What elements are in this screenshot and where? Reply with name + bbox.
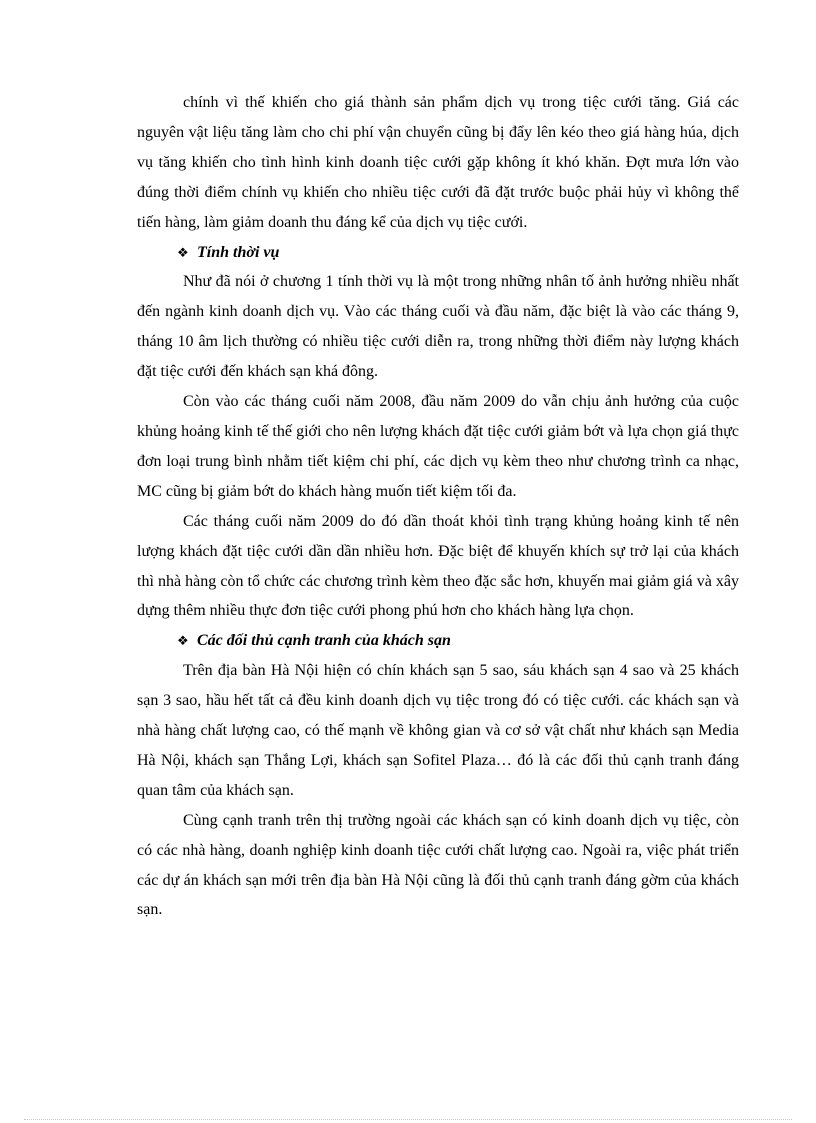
paragraph-seasonality: Như đã nói ở chương 1 tính thời vụ là một trong những nhân tố ảnh hưởng nhiều nhất đến ngành kinh doanh dịch vụ. Vào các tháng cuối và đầu năm, đặc biệt là vào các tháng 9, tháng 10 âm lịch thường có nhiều tiệc cưới diễn ra, trong những thời điểm này lượng khách đặt tiệc cưới đến khách sạn khá đông.	[137, 273, 739, 381]
heading-seasonality	[137, 238, 739, 268]
heading-competitors	[137, 626, 739, 656]
paragraph-recovery-2009: Các tháng cuối năm 2009 do đó dần thoát khỏi tình trạng khủng hoảng kinh tế nên lượng khách đặt tiệc cưới dần dần nhiều hơn. Đặc biệt để khuyến khích sự trở lại của khách thì nhà hàng còn tổ chức các chương trình kèm theo đặc sắc hơn, khuyến mai giảm giá và xây dựng thêm nhiều thực đơn tiệc cưới phong phú hơn cho khách hàng lựa chọn.	[137, 512, 739, 620]
diamond-bullet-icon: ❖	[177, 244, 189, 260]
paragraph-hanoi-hotels: Trên địa bàn Hà Nội hiện có chín khách sạn 5 sao, sáu khách sạn 4 sao và 25 khách sạn 3 sao, hầu hết tất cả đều kinh doanh dịch vụ tiệc trong đó có tiệc cưới. các khách sạn và nhà hàng chất lượng cao, có thế mạnh về không gian và cơ sở vật chất như khách sạn Media Hà Nội, khách sạn Thắng Lợi, khách sạn Sofitel Plaza… đó là các đối thủ cạnh tranh đáng quan tâm của khách sạn.	[137, 662, 739, 799]
heading-competitors-label: Các đối thủ cạnh tranh của khách sạn	[197, 632, 451, 650]
document-page	[137, 88, 739, 925]
paragraph-price-increase: chính vì thế khiến cho giá thành sản phẩm dịch vụ trong tiệc cưới tăng. Giá các nguyên vật liệu tăng làm cho chi phí vận chuyển cũng bị đẩy lên kéo theo giá hàng húa, dịch vụ tăng khiến cho tình hình kinh doanh tiệc cưới gặp không ít khó khăn. Đợt mưa lớn vào đúng thời điểm chính vụ khiến cho nhiều tiệc cưới đã đặt trước buộc phải hủy vì không thể tiến hàng, làm giảm doanh thu đáng kể của dịch vụ tiệc cưới.	[137, 94, 739, 231]
paragraph-crisis-2008: Còn vào các tháng cuối năm 2008, đầu năm 2009 do vẫn chịu ảnh hưởng của cuộc khủng hoảng kinh tế thế giới cho nên lượng khách đặt tiệc cưới giảm bớt và lựa chọn giá thực đơn loại trung bình nhằm tiết kiệm chi phí, các dịch vụ kèm theo như chương trình ca nhạc, MC cũng bị giảm bớt do khách hàng muốn tiết kiệm tối đa.	[137, 393, 739, 500]
page-bottom-divider	[24, 1119, 792, 1120]
diamond-bullet-icon: ❖	[177, 633, 189, 649]
paragraph-market-competition: Cùng cạnh tranh trên thị trường ngoài các khách sạn có kinh doanh dịch vụ tiệc, còn có các nhà hàng, doanh nghiệp kinh doanh tiệc cưới chất lượng cao. Ngoài ra, việc phát triển các dự án khách sạn mới trên địa bàn Hà Nội cũng là đối thủ cạnh tranh đáng gờm của khách sạn.	[137, 811, 739, 919]
heading-seasonality-label: Tính thời vụ	[197, 243, 280, 261]
